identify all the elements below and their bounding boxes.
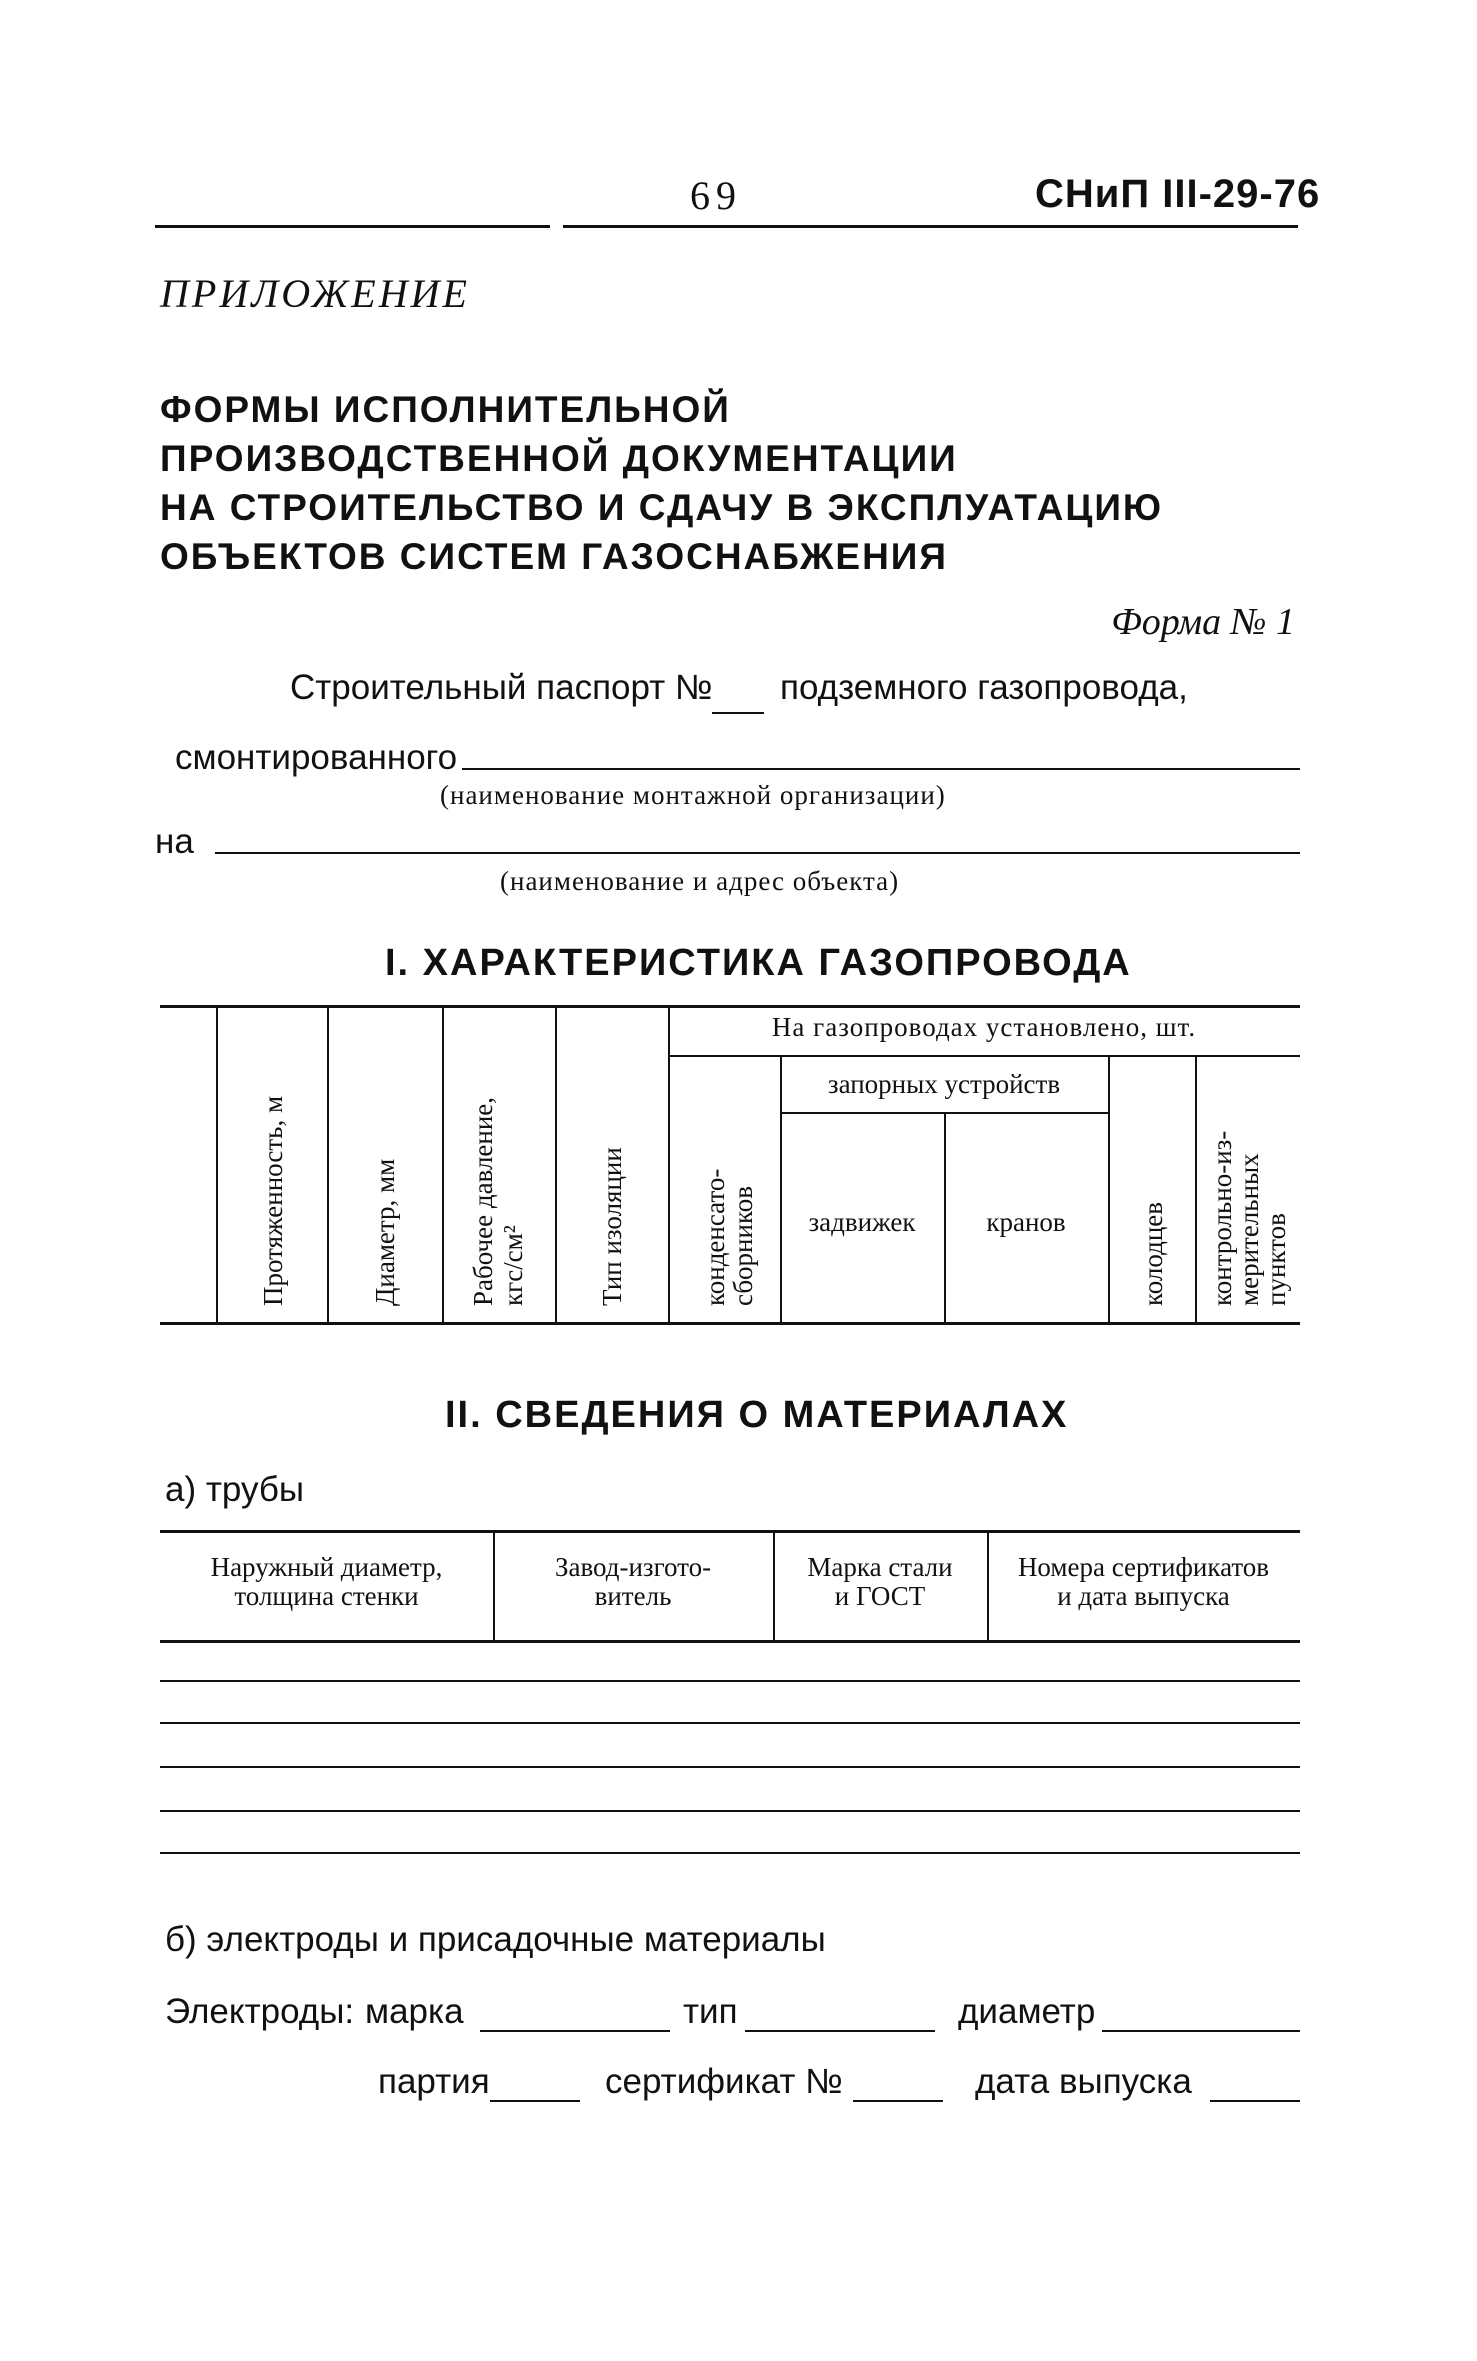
table1-group-rule (668, 1055, 1300, 1057)
mounted-label: смонтированного (175, 738, 458, 777)
pipes-column-steel-grade: Марка стали и ГОСТ (807, 1552, 953, 1611)
page-number: 69 (690, 173, 742, 218)
section-2-title: II. СВЕДЕНИЯ О МАТЕРИАЛАХ (445, 1394, 1069, 1436)
header-rule-left (155, 225, 550, 228)
object-name-address-field[interactable] (215, 852, 1300, 854)
electrode-diameter-field[interactable] (1102, 2030, 1300, 2032)
column-control-line-2: мерительных (1234, 1153, 1264, 1306)
mounting-organization-field[interactable] (462, 768, 1300, 770)
table1-bottom-rule (160, 1322, 1300, 1325)
pipes-column-certificates: Номера сертификатов и дата выпуска (1017, 1552, 1270, 1611)
table1-divider (327, 1005, 329, 1322)
electrodes-label: б) электроды и присадочные материалы (165, 1920, 826, 1959)
table1-divider (216, 1005, 218, 1322)
table1-divider (555, 1005, 557, 1322)
form-number-label: Форма № 1 (1111, 601, 1295, 643)
section-1-title: I. ХАРАКТЕРИСТИКА ГАЗОПРОВОДА (385, 942, 1132, 984)
table1-divider (442, 1005, 444, 1322)
pipes-table-row[interactable] (160, 1766, 1300, 1768)
electrode-type-field[interactable] (745, 2030, 935, 2032)
object-on-label: на (155, 822, 194, 861)
column-length: Протяженность, м (258, 1095, 288, 1306)
mounting-organization-caption: (наименование монтажной организации) (440, 780, 946, 810)
column-insulation: Тип изоляции (597, 1147, 627, 1306)
electrode-type-label: тип (683, 1992, 738, 2031)
document-title (160, 385, 1163, 581)
header-rule-right (563, 225, 1298, 228)
title-line-1: ФОРМЫ ИСПОЛНИТЕЛЬНОЙ (160, 389, 731, 430)
pipes-table-row[interactable] (160, 1722, 1300, 1724)
electrode-batch-label: партия (378, 2062, 490, 2101)
table1-top-rule (160, 1005, 1300, 1008)
electrode-issue-date-field[interactable] (1210, 2100, 1300, 2102)
pipes-table-top-rule (160, 1530, 1300, 1533)
object-name-address-caption: (наименование и адрес объекта) (500, 866, 900, 896)
column-condensate-line-1: конденсато- (700, 1168, 730, 1306)
pipes-column-outer-diameter: Наружный диаметр, толщина стенки (210, 1552, 443, 1611)
pipes-column-manufacturer: Завод-изгото- витель (554, 1552, 712, 1611)
electrode-diameter-label: диаметр (958, 1992, 1096, 2031)
electrode-certificate-label: сертификат № (605, 2062, 843, 2101)
column-pressure-line-1: Рабочее давление, (468, 1096, 498, 1306)
title-line-3: НА СТРОИТЕЛЬСТВО И СДАЧУ В ЭКСПЛУАТАЦИЮ (160, 487, 1164, 528)
column-taps: кранов (986, 1207, 1066, 1237)
column-wells: колодцев (1138, 1201, 1168, 1306)
pipes-table-row[interactable] (160, 1810, 1300, 1812)
electrode-batch-field[interactable] (490, 2100, 580, 2102)
table1-divider (1195, 1055, 1197, 1322)
document-code: СНиП III-29-76 (1035, 172, 1321, 216)
column-diameter: Диаметр, мм (370, 1158, 400, 1306)
pipes-table-row[interactable] (160, 1852, 1300, 1854)
column-pressure-line-2: кгс/см² (498, 1225, 528, 1306)
table1-divider (668, 1005, 670, 1322)
electrode-certificate-field[interactable] (853, 2100, 943, 2102)
passport-number-field[interactable] (712, 712, 764, 714)
pipes-label: а) трубы (165, 1470, 305, 1509)
installed-group-header: На газопроводах установлено, шт. (771, 1012, 1197, 1042)
pipes-table-row[interactable] (160, 1680, 1300, 1682)
shutoff-group-header: запорных устройств (827, 1069, 1061, 1099)
column-control-line-3: пунктов (1261, 1213, 1291, 1306)
table1-divider (1108, 1055, 1110, 1322)
column-control-line-1: контрольно-из- (1207, 1130, 1237, 1306)
electrodes-prefix: Электроды: (165, 1992, 355, 2031)
pipes-table-header-rule (160, 1640, 1300, 1643)
title-line-4: ОБЪЕКТОВ СИСТЕМ ГАЗОСНАБЖЕНИЯ (160, 536, 948, 577)
electrode-brand-field[interactable] (480, 2030, 670, 2032)
passport-suffix: подземного газопровода, (780, 668, 1188, 707)
appendix-label: ПРИЛОЖЕНИЕ (160, 271, 470, 316)
title-line-2: ПРОИЗВОДСТВЕННОЙ ДОКУМЕНТАЦИИ (160, 438, 958, 479)
electrode-brand-label: марка (365, 1992, 464, 2031)
table1-subgroup-rule (780, 1112, 1108, 1114)
column-valves: задвижек (808, 1207, 916, 1237)
electrode-issue-date-label: дата выпуска (975, 2062, 1192, 2101)
passport-prefix: Строительный паспорт № (290, 668, 713, 707)
column-condensate-line-2: сборников (728, 1186, 758, 1306)
